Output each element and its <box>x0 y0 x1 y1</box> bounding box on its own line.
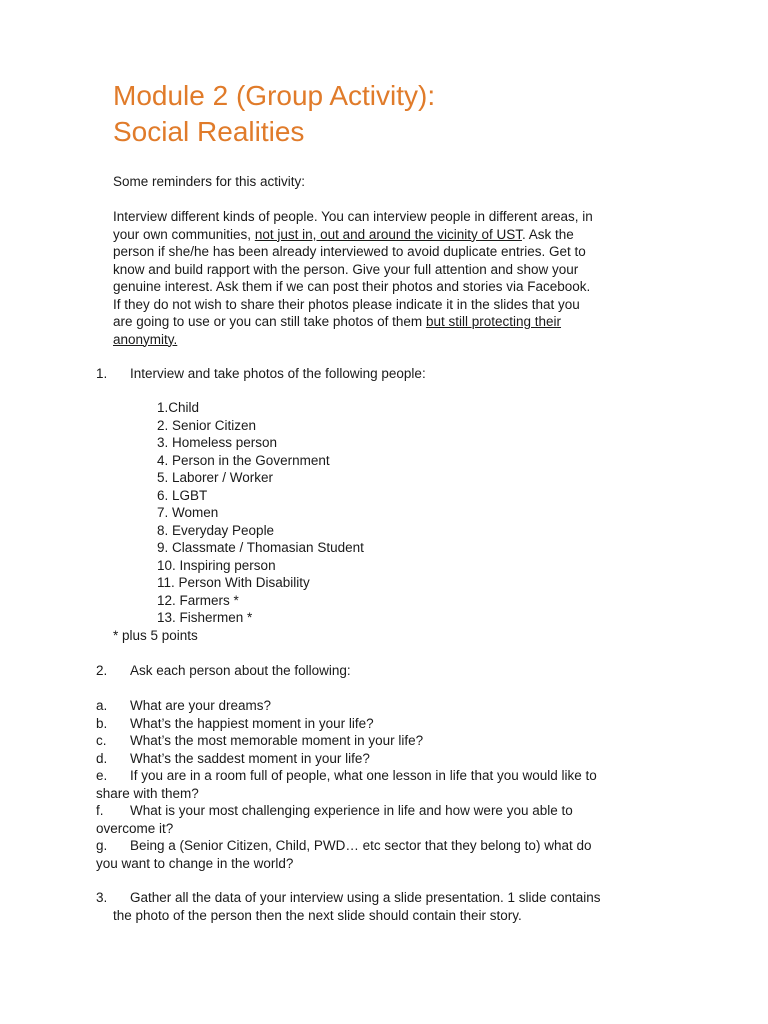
question-label: d. <box>96 750 108 766</box>
list-item: 3. Homeless person <box>157 435 278 450</box>
list-item: 5. Laborer / Worker <box>157 470 274 485</box>
question-item <box>96 750 370 768</box>
list-item: 8. Everyday People <box>157 522 275 538</box>
question-text: What’s the most memorable moment in your life? <box>130 733 424 748</box>
question-continuation: you want to change in the world? <box>96 855 294 871</box>
reminders-heading: Some reminders for this activity: <box>113 174 306 189</box>
instructions-line: Interview different kinds of people. You can interview people in different areas, in <box>113 209 593 224</box>
list-item: 11. Person With Disability <box>157 575 310 590</box>
list-item-text: Gather all the data of your interview using a slide presentation. 1 slide contains <box>130 890 601 905</box>
bonus-note: * plus 5 points <box>113 628 198 643</box>
list-item-continuation: the photo of the person then the next slide should contain their story. <box>113 907 522 923</box>
list-item: 13. Fishermen * <box>157 610 253 625</box>
question-label: a. <box>96 698 108 713</box>
question-label: g. <box>96 838 108 853</box>
instructions-text: . Ask the <box>521 226 574 242</box>
list-number: 1. <box>96 366 108 381</box>
instructions-line <box>113 313 653 331</box>
question-text: Being a (Senior Citizen, Child, PWD… etc sector that they belong to) what do <box>130 838 592 853</box>
list-item-text: Interview and take photos of the following people: <box>130 366 426 381</box>
question-label: b. <box>96 715 108 731</box>
underlined-text: anonymity. <box>113 331 178 347</box>
question-item <box>96 802 573 820</box>
question-text: What are your dreams? <box>130 698 272 713</box>
question-item <box>96 732 423 750</box>
instructions-text: your own communities, <box>113 226 255 242</box>
question-text: What’s the happiest moment in your life? <box>130 715 374 731</box>
list-number: 2. <box>96 663 108 678</box>
instructions-line: know and build rapport with the person. Give your full attention and show your <box>113 261 579 277</box>
list-item: 6. LGBT <box>157 487 208 503</box>
underlined-text: but still protecting their <box>425 314 562 329</box>
question-label: e. <box>96 768 108 783</box>
people-list <box>157 399 364 627</box>
question-continuation: share with them? <box>96 785 199 801</box>
instructions-text: are going to use or you can still take photos of them <box>113 314 426 329</box>
instructions-line: person if she/he has been already interviewed to avoid duplicate entries. Get to <box>113 244 586 259</box>
instructions-paragraph <box>113 208 653 348</box>
question-continuation: overcome it? <box>96 820 174 836</box>
list-item: 2. Senior Citizen <box>157 417 257 433</box>
underlined-text: not just in, out and around the vicinity of UST <box>254 226 522 242</box>
question-item <box>96 715 374 733</box>
question-item <box>96 697 271 715</box>
list-item: 9. Classmate / Thomasian Student <box>157 540 364 555</box>
question-item <box>96 837 591 855</box>
title-line-2: Social Realities <box>113 116 305 147</box>
question-text: What’s the saddest moment in your life? <box>130 750 370 766</box>
page-title <box>113 78 435 150</box>
question-item <box>96 767 597 785</box>
question-text: If you are in a room full of people, what one lesson in life that you would like to <box>130 768 597 783</box>
question-label: f. <box>96 803 104 818</box>
instructions-line: genuine interest. Ask them if we can post their photos and stories via Facebook. <box>113 279 591 294</box>
list-item: 1.Child <box>157 400 200 415</box>
list-item-text: Ask each person about the following: <box>130 663 351 678</box>
list-item: 4. Person in the Government <box>157 452 330 468</box>
list-item: 7. Women <box>157 505 219 520</box>
question-label: c. <box>96 733 107 748</box>
list-number: 3. <box>96 890 108 905</box>
instructions-line <box>113 226 653 244</box>
list-item: 10. Inspiring person <box>157 557 276 573</box>
title-line-1: Module 2 (Group Activity): <box>113 80 436 111</box>
instructions-line: If they do not wish to share their photos please indicate it in the slides that you <box>113 296 580 312</box>
question-text: What is your most challenging experience in life and how were you able to <box>130 803 573 818</box>
list-item: 12. Farmers * <box>157 592 239 608</box>
